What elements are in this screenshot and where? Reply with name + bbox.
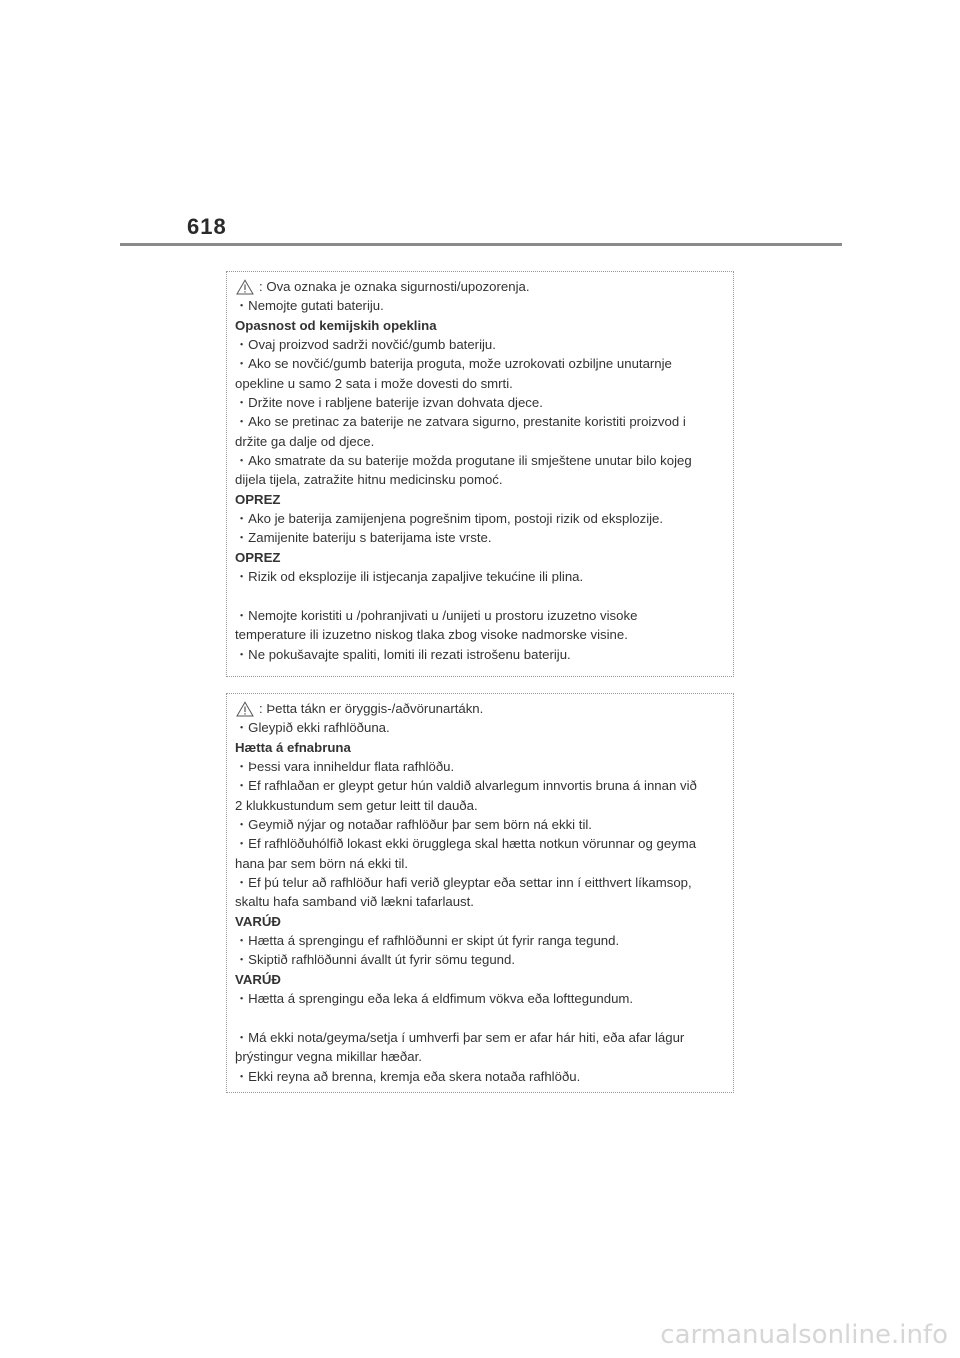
section-heading: Opasnost od kemijskih opeklina	[235, 317, 437, 333]
warning-line: ・Ako se novčić/gumb baterija proguta, može uzrokovati ozbiljne unutarnje	[235, 356, 672, 372]
warning-triangle-icon	[236, 701, 254, 717]
warning-line: opekline u samo 2 sata i može dovesti do smrti.	[235, 375, 513, 391]
warning-line: dijela tijela, zatražite hitnu medicinsku pomoć.	[235, 472, 503, 488]
warning-title-row	[235, 277, 733, 296]
warning-line: ・Geymið nýjar og notaðar rafhlöður þar sem börn ná ekki til.	[235, 817, 592, 833]
page-number: 618	[187, 214, 227, 239]
warning-triangle-icon	[236, 279, 254, 295]
warning-line: ・Ako se pretinac za baterije ne zatvara sigurno, prestanite koristiti proizvod i	[235, 414, 686, 430]
warning-line: ・Ef rafhlaðan er gleypt getur hún valdið alvarlegum innvortis bruna á innan við	[235, 778, 697, 794]
section-heading: Hætta á efnabruna	[235, 739, 351, 755]
warning-line: ・Ekki reyna að brenna, kremja eða skera notaða rafhlöðu.	[235, 1068, 581, 1084]
warning-line: ・Skiptið rafhlöðunni ávallt út fyrir sömu tegund.	[235, 952, 516, 968]
warning-title-text: : Þetta tákn er öryggis-/aðvörunartákn.	[259, 701, 484, 716]
warning-line: ・Zamijenite bateriju s baterijama iste vrste.	[235, 530, 492, 546]
warning-line: ・Nemojte gutati bateriju.	[235, 298, 384, 314]
warning-title-text: : Ova oznaka je oznaka sigurnosti/upozorenja.	[259, 279, 530, 294]
warning-box-croatian	[226, 271, 734, 677]
warning-box-icelandic	[226, 693, 734, 1093]
warning-line: ・Ef rafhlöðuhólfið lokast ekki örugglega skal hætta notkun vörunnar og geyma	[235, 836, 697, 852]
warning-line: ・Držite nove i rabljene baterije izvan dohvata djece.	[235, 395, 543, 411]
warning-line: ・Gleypið ekki rafhlöðuna.	[235, 720, 390, 736]
warning-lines	[235, 718, 733, 1086]
warning-line: 2 klukkustundum sem getur leitt til dauða.	[235, 797, 478, 813]
warning-line: temperature ili izuzetno niskog tlaka zbog visoke nadmorske visine.	[235, 627, 628, 643]
warning-line: držite ga dalje od djece.	[235, 433, 375, 449]
watermark-logo: carmanualsonline.info	[660, 1320, 948, 1350]
warning-line: ・Hætta á sprengingu ef rafhlöðunni er skipt út fyrir ranga tegund.	[235, 933, 620, 949]
header-rule	[120, 243, 842, 246]
warning-line: ・Ovaj proizvod sadrži novčić/gumb bateriju.	[235, 337, 496, 353]
section-heading: VARÚÐ	[235, 971, 281, 987]
warning-line: ・Ako je baterija zamijenjena pogrešnim tipom, postoji rizik od eksplozije.	[235, 511, 664, 527]
section-heading: OPREZ	[235, 549, 281, 565]
warning-line: ・Þessi vara inniheldur flata rafhlöðu.	[235, 759, 455, 775]
warning-line: ・Nemojte koristiti u /pohranjivati u /unijeti u prostoru izuzetno visoke	[235, 607, 638, 623]
warning-line	[235, 1009, 733, 1028]
warning-line: skaltu hafa samband við lækni tafarlaust.	[235, 894, 474, 910]
warning-lines	[235, 296, 733, 664]
warning-line: ・Má ekki nota/geyma/setja í umhverfi þar sem er afar hár hiti, eða afar lágur	[235, 1029, 685, 1045]
warning-line: ・Ef þú telur að rafhlöður hafi verið gleyptar eða settar inn í eitthvert líkamsop,	[235, 875, 692, 891]
warning-line: hana þar sem börn ná ekki til.	[235, 855, 408, 871]
warning-line: ・Hætta á sprengingu eða leka á eldfimum vökva eða lofttegundum.	[235, 991, 634, 1007]
section-heading: OPREZ	[235, 491, 281, 507]
warning-line	[235, 587, 733, 606]
warning-line: þrýstingur vegna mikillar hæðar.	[235, 1049, 422, 1065]
warning-line: ・Ne pokušavajte spaliti, lomiti ili rezati istrošenu bateriju.	[235, 646, 571, 662]
warning-line: ・Rizik od eksplozije ili istjecanja zapaljive tekućine ili plina.	[235, 569, 584, 585]
warning-title-row	[235, 699, 733, 718]
warning-line: ・Ako smatrate da su baterije možda progutane ili smještene unutar bilo kojeg	[235, 453, 692, 469]
section-heading: VARÚÐ	[235, 913, 281, 929]
